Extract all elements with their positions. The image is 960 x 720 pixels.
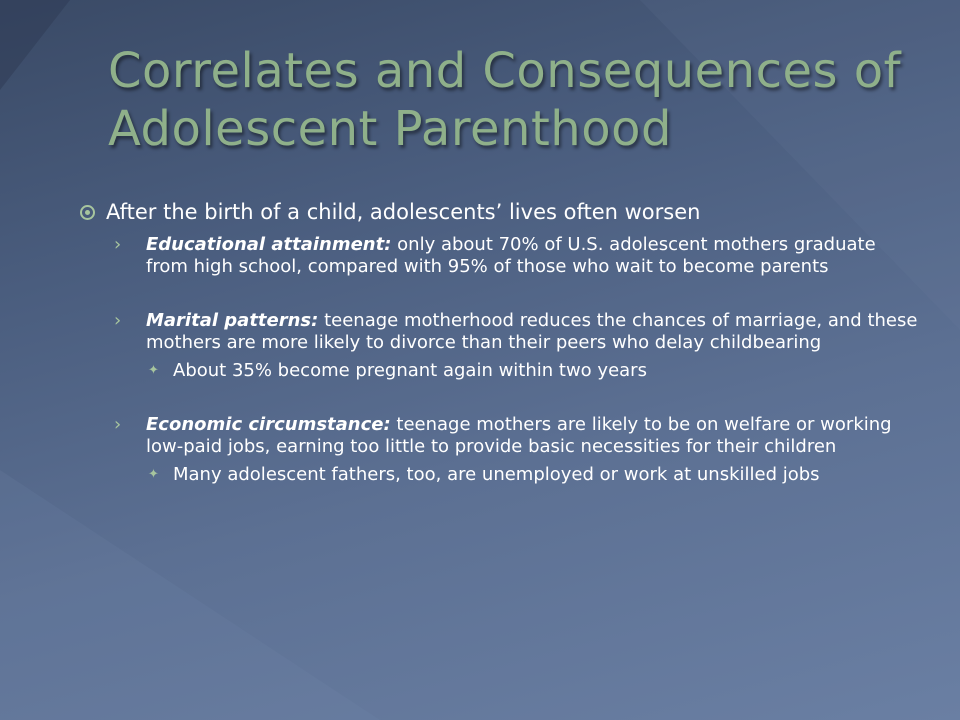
chevron-right-icon: › bbox=[114, 310, 122, 331]
circle-dot-icon bbox=[80, 205, 95, 220]
small-dot-icon: ✦ bbox=[148, 467, 159, 482]
slide-title: Correlates and Consequences of Adolescent Parenthood bbox=[108, 43, 902, 157]
small-dot-icon: ✦ bbox=[148, 363, 159, 378]
sub-bullet-marital bbox=[80, 310, 920, 354]
bullet-main-text: After the birth of a child, adolescents’ lives often worsen bbox=[106, 200, 701, 224]
sub-bullet-education bbox=[80, 234, 920, 278]
detail-bullet-pregnancy bbox=[80, 360, 920, 382]
sub-bullet-text: teenage mothers are likely to be on welfare or working low-paid jobs, earning too little to provide basic necessities for their children bbox=[146, 414, 892, 457]
bullet-main bbox=[80, 200, 920, 224]
slide-content bbox=[80, 200, 920, 486]
sub-bullet-economic bbox=[80, 414, 920, 458]
sub-bullet-text: teenage motherhood reduces the chances of marriage, and these mothers are more likely to divorce than their peers who delay childbearing bbox=[146, 310, 918, 353]
sub-bullet-label: Economic circumstance: bbox=[146, 414, 391, 435]
chevron-right-icon: › bbox=[114, 414, 122, 435]
sub-bullet-label: Educational attainment: bbox=[146, 234, 392, 255]
sub-bullet-text: only about 70% of U.S. adolescent mothers graduate from high school, compared with 95% of those who wait to become parents bbox=[146, 234, 876, 277]
chevron-right-icon: › bbox=[114, 234, 122, 255]
detail-bullet-text: About 35% become pregnant again within two years bbox=[173, 360, 647, 381]
detail-bullet-fathers bbox=[80, 464, 920, 486]
detail-bullet-text: Many adolescent fathers, too, are unemployed or work at unskilled jobs bbox=[173, 464, 820, 485]
sub-bullet-label: Marital patterns: bbox=[146, 310, 319, 331]
